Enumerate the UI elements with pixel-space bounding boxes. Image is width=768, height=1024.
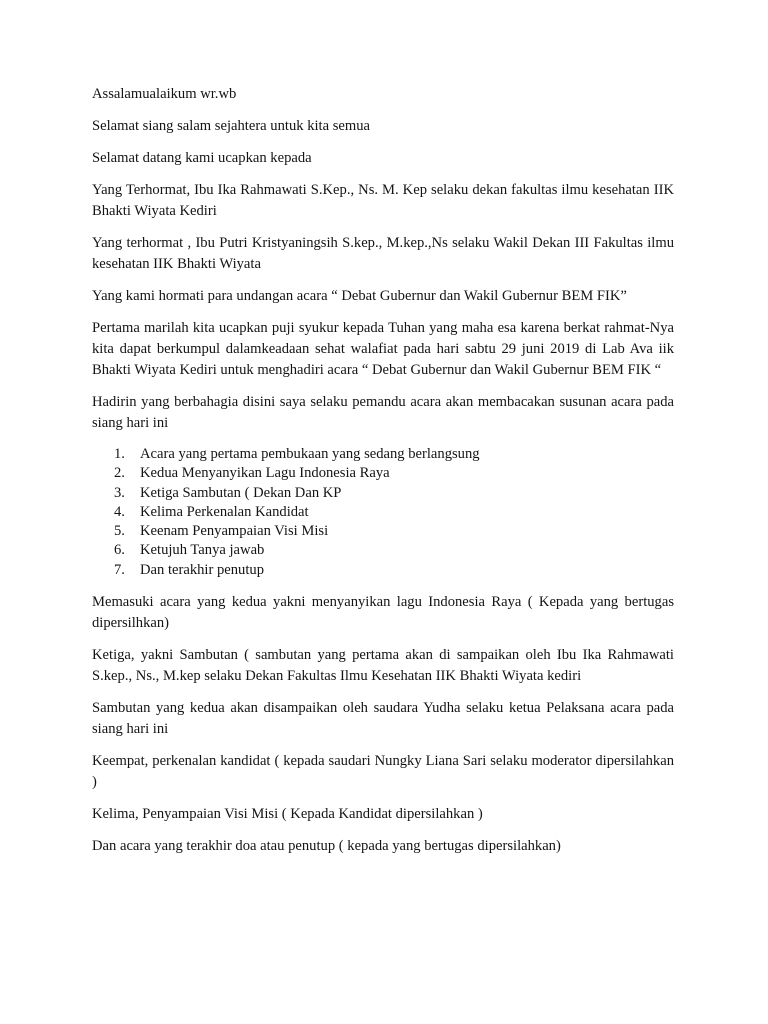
list-item-number: 4.	[114, 503, 125, 520]
list-item	[92, 464, 674, 483]
list-item-text: Ketiga Sambutan ( Dekan Dan KP	[140, 484, 342, 501]
honored-dean: Yang Terhormat, Ibu Ika Rahmawati S.Kep., Ns. M. Kep selaku dekan fakultas ilmu kesehatan IIK Bhakti Wiyata Kediri	[92, 182, 674, 219]
candidate-intro-paragraph: Keempat, perkenalan kandidat ( kepada saudari Nungky Liana Sari selaku moderator dipersilahkan )	[92, 753, 674, 791]
list-item-number: 2.	[114, 465, 125, 482]
list-item	[92, 541, 674, 560]
list-item	[92, 503, 674, 522]
closing-paragraph: Dan acara yang terakhir doa atau penutup ( kepada yang bertugas dipersilahkan)	[92, 838, 561, 855]
agenda-intro: Hadirin yang berbahagia disini saya selaku pemandu acara akan membacakan susunan acara pada siang hari ini	[92, 394, 674, 431]
list-item-text: Kedua Menyanyikan Lagu Indonesia Raya	[140, 465, 390, 482]
list-item-number: 6.	[114, 542, 125, 559]
list-item	[92, 484, 674, 503]
list-item-text: Keenam Penyampaian Visi Misi	[140, 523, 329, 540]
opening-gratitude: Pertama marilah kita ucapkan puji syukur kepada Tuhan yang maha esa karena berkat rahmat-Nya kita dapat berkumpul dalamkeadaan sehat walafiat pada hari sabtu 29 juni 2019 di Lab Ava iik Bhakti Wiyata Kediri untuk menghadiri acara “ Debat Gubernur dan Wakil Gubernur BEM FIK “	[92, 320, 674, 378]
vision-mission-paragraph: Kelima, Penyampaian Visi Misi ( Kepada Kandidat dipersilahkan )	[92, 806, 483, 823]
document-page	[92, 84, 674, 868]
list-item-text: Ketujuh Tanya jawab	[140, 542, 265, 559]
greeting-salam: Assalamualaikum wr.wb	[92, 86, 237, 102]
speech-first-paragraph: Ketiga, yakni Sambutan ( sambutan yang pertama akan di sampaikan oleh Ibu Ika Rahmawati S.kep., Ns., M.kep selaku Dekan Fakultas Ilmu Kesehatan IIK Bhakti Wiyata kediri	[92, 647, 674, 685]
speech-second-paragraph: Sambutan yang kedua akan disampaikan oleh saudara Yudha selaku ketua Pelaksana acara pada siang hari ini	[92, 700, 674, 738]
list-item-text: Acara yang pertama pembukaan yang sedang berlangsung	[140, 446, 480, 462]
list-item-number: 1.	[114, 446, 125, 462]
agenda-list	[92, 445, 674, 580]
honored-guests: Yang kami hormati para undangan acara “ Debat Gubernur dan Wakil Gubernur BEM FIK”	[92, 288, 627, 304]
list-item-number: 5.	[114, 523, 125, 540]
list-item	[92, 561, 674, 580]
list-item	[92, 445, 674, 464]
list-item-number: 7.	[114, 561, 125, 578]
anthem-paragraph: Memasuki acara yang kedua yakni menyanyikan lagu Indonesia Raya ( Kepada yang bertugas dipersilhkan)	[92, 594, 674, 632]
list-item-number: 3.	[114, 484, 125, 501]
list-item-text: Kelima Perkenalan Kandidat	[140, 503, 309, 520]
honored-vice-dean: Yang terhormat , Ibu Putri Kristyaningsih S.kep., M.kep.,Ns selaku Wakil Dekan III Fakultas ilmu kesehatan IIK Bhakti Wiyata	[92, 235, 674, 272]
list-item-text: Dan terakhir penutup	[140, 561, 265, 578]
welcome-line: Selamat datang kami ucapkan kepada	[92, 150, 312, 166]
greeting-afternoon: Selamat siang salam sejahtera untuk kita semua	[92, 118, 371, 134]
list-item	[92, 522, 674, 541]
